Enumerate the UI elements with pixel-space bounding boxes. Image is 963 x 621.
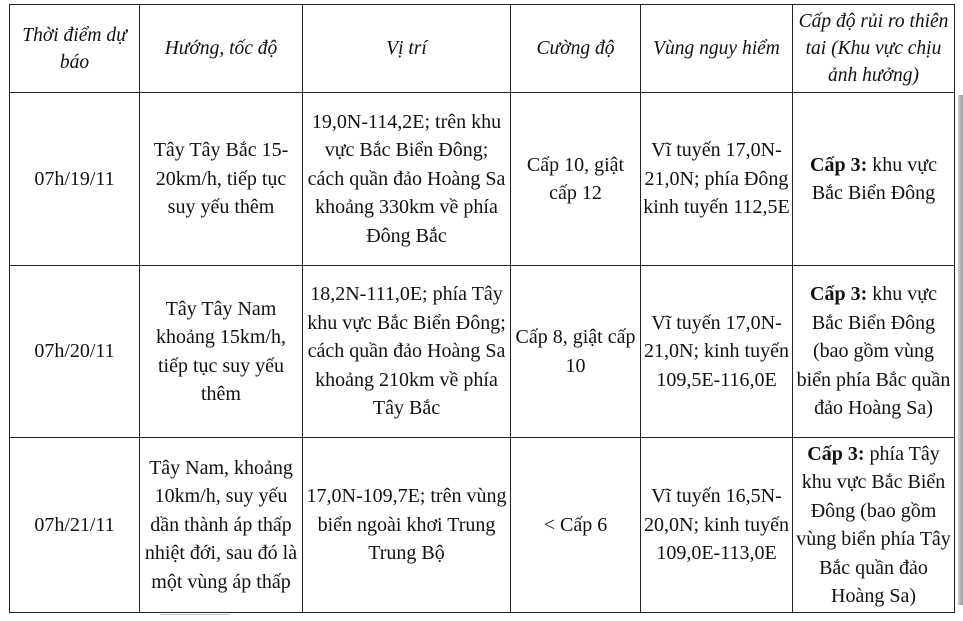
risk-level-area: khu vực Bắc Biển Đông bbox=[811, 153, 937, 204]
risk-level-label: Cấp 3: bbox=[810, 283, 868, 306]
cell-time: 07h/19/11 bbox=[10, 93, 140, 266]
divider bbox=[160, 614, 230, 621]
cell-risk-level bbox=[793, 266, 955, 438]
header-time: Thời điểm dự báo bbox=[10, 5, 140, 93]
header-intensity: Cường độ bbox=[511, 5, 641, 93]
cell-direction: Tây Tây Nam khoảng 15km/h, tiếp tục suy yếu thêm bbox=[140, 266, 303, 438]
header-direction: Hướng, tốc độ bbox=[140, 5, 303, 93]
cell-position: 17,0N-109,7E; trên vùng biển ngoài khơi Trung Trung Bộ bbox=[303, 438, 511, 613]
cell-intensity: < Cấp 6 bbox=[511, 438, 641, 613]
cell-danger-zone: Vĩ tuyến 17,0N-21,0N; kinh tuyến 109,5E-116,0E bbox=[641, 266, 793, 438]
header-danger-zone: Vùng nguy hiểm bbox=[641, 5, 793, 93]
cell-direction: Tây Nam, khoảng 10km/h, suy yếu dần thành áp thấp nhiệt đới, sau đó là một vùng áp thấp bbox=[140, 438, 303, 613]
risk-level-label: Cấp 3: bbox=[810, 153, 868, 176]
cell-intensity: Cấp 10, giật cấp 12 bbox=[511, 93, 641, 266]
forecast-table bbox=[9, 4, 955, 613]
risk-level-area: khu vực Bắc Biển Đông (bao gồm vùng biển phía Bắc quần đảo Hoàng Sa) bbox=[796, 283, 951, 420]
page-edge-shadow bbox=[958, 95, 963, 605]
header-row bbox=[10, 5, 955, 93]
header-risk-level: Cấp độ rủi ro thiên tai (Khu vực chịu ảnh hưởng) bbox=[793, 5, 955, 93]
cell-risk-level bbox=[793, 93, 955, 266]
risk-level-area: phía Tây khu vực Bắc Biển Đông (bao gồm vùng biển phía Tây Bắc quần đảo Hoàng Sa) bbox=[796, 442, 951, 607]
cell-position: 18,2N-111,0E; phía Tây khu vực Bắc Biển Đông; cách quần đảo Hoàng Sa khoảng 210km về phía Tây Bắc bbox=[303, 266, 511, 438]
cell-time: 07h/20/11 bbox=[10, 266, 140, 438]
cell-danger-zone: Vĩ tuyến 16,5N-20,0N; kinh tuyến 109,0E-113,0E bbox=[641, 438, 793, 613]
cell-direction: Tây Tây Bắc 15-20km/h, tiếp tục suy yếu thêm bbox=[140, 93, 303, 266]
risk-level-label: Cấp 3: bbox=[807, 442, 865, 465]
cell-intensity: Cấp 8, giật cấp 10 bbox=[511, 266, 641, 438]
cell-risk-level bbox=[793, 438, 955, 613]
header-position: Vị trí bbox=[303, 5, 511, 93]
cell-danger-zone: Vĩ tuyến 17,0N-21,0N; phía Đông kinh tuyến 112,5E bbox=[641, 93, 793, 266]
table-row bbox=[10, 266, 955, 438]
cell-time: 07h/21/11 bbox=[10, 438, 140, 613]
table-row bbox=[10, 438, 955, 613]
table-row bbox=[10, 93, 955, 266]
cell-position: 19,0N-114,2E; trên khu vực Bắc Biển Đông; cách quần đảo Hoàng Sa khoảng 330km về phía Đông Bắc bbox=[303, 93, 511, 266]
